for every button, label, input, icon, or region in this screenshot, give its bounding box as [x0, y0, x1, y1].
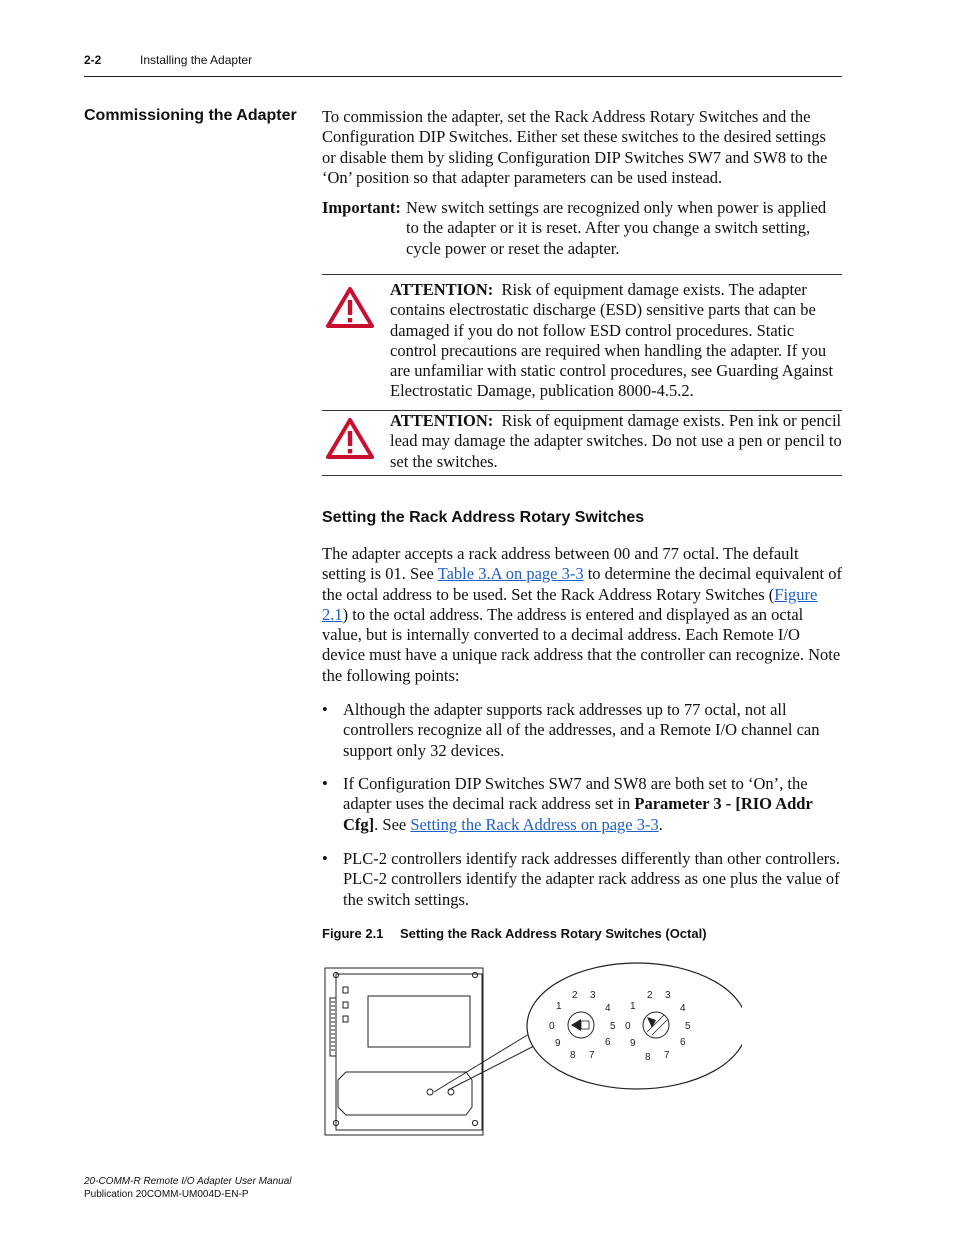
intro-paragraph: To commission the adapter, set the Rack Address Rotary Switches and the Configuration DIP Switches. Either set these switches to the desired settings or disable them by sliding Configuration DIP Switches SW7 and SW8 to the ‘On’ position so that adapter parameters can be used instead.	[322, 107, 828, 187]
bullet-dot: •	[322, 774, 328, 793]
dial-label: 8	[645, 1052, 651, 1063]
dial-label: 6	[680, 1037, 686, 1048]
page-footer	[84, 1175, 291, 1201]
bullet-dot: •	[322, 849, 328, 868]
figure-number: Figure 2.1	[322, 926, 384, 941]
page-header	[84, 52, 842, 77]
attention-2-text: Risk of equipment damage exists. Pen ink or pencil lead may damage the adapter switches. Do not use a pen or pencil to set the switches.	[390, 411, 842, 471]
para2-text-1: The adapter accepts a rack address between 00 and 77 octal. The default setting is 01. See	[322, 544, 799, 584]
manual-title: 20-COMM-R Remote I/O Adapter User Manual	[84, 1176, 292, 1187]
page-number: 2-2	[84, 53, 102, 67]
callout-line	[448, 1046, 534, 1090]
dial-label: 1	[556, 1001, 562, 1012]
bullet-3-text: PLC-2 controllers identify rack addresses differently than other controllers. PLC-2 controllers identify the adapter rack address as one plus the value of the switch settings.	[343, 849, 840, 909]
bullet-1-text: Although the adapter supports rack addresses up to 77 octal, not all controllers recognize all of the addresses, and a Remote I/O channel can support only 32 devices.	[343, 700, 820, 760]
warning-triangle-icon	[326, 417, 374, 459]
para2-text-3: ) to the octal address. The address is entered and displayed as an octal value, but is internally converted to a decimal address. Each Remote I/O device must have a unique rack address that the controller can recognize. Note the following points:	[322, 604, 841, 685]
table-3a-link[interactable]: Table 3.A on page 3-3	[437, 564, 584, 584]
attention-1-text: Risk of equipment damage exists. The adapter contains electrostatic discharge (ESD) sensitive parts that can be damaged if you do not follow ESD control procedures. Static control precautions are required when handling the adapter. If you are unfamiliar with static control procedures, see Guarding Against Electrostatic Damage, publication 8000-4.5.2.	[390, 280, 834, 401]
zoom-callout	[527, 963, 742, 1089]
warning-triangle-icon	[326, 286, 374, 328]
dial-label: 5	[685, 1021, 691, 1032]
dial-label: 6	[605, 1037, 611, 1048]
rotary-switch-figure	[322, 962, 742, 1142]
dial-label: 1	[630, 1001, 636, 1012]
dial-label: 2	[647, 990, 653, 1001]
bullet-dot: •	[322, 700, 328, 719]
setting-rack-address-link[interactable]: Setting the Rack Address on page 3-3	[410, 814, 659, 834]
figure-title: Setting the Rack Address Rotary Switches (Octal)	[400, 926, 707, 941]
dial-label: 8	[570, 1050, 576, 1061]
rotary-switch-right[interactable]	[643, 1012, 669, 1038]
bullet-2-part-1: If Configuration DIP Switches SW7 and SW8 are both set to ‘On’, the adapter uses the decimal rack address set in	[343, 774, 808, 814]
attention-box	[322, 274, 842, 476]
section-title: Commissioning the Adapter	[84, 107, 297, 124]
important-label: Important:	[322, 198, 401, 217]
dial-label: 5	[610, 1021, 616, 1032]
dial-label: 0	[549, 1021, 555, 1032]
attention-1-label: ATTENTION:	[390, 280, 494, 299]
bullet-2-text	[343, 774, 842, 835]
bullet-2-part-2: . See	[374, 814, 411, 834]
attention-2	[390, 411, 842, 472]
important-text: New switch settings are recognized only when power is applied to the adapter or it is reset. After you change a switch setting, cycle power or reset the adapter.	[406, 198, 827, 258]
adapter-board	[325, 968, 483, 1135]
rotary-switch-left[interactable]	[568, 1012, 594, 1038]
dial-label: 7	[664, 1050, 670, 1061]
section-name: Installing the Adapter	[140, 53, 253, 67]
rack-address-paragraph	[322, 544, 844, 686]
attention-2-label: ATTENTION:	[390, 411, 494, 430]
dial-label: 7	[589, 1050, 595, 1061]
dial-label: 2	[572, 990, 578, 1001]
dial-label: 4	[680, 1003, 686, 1014]
bullet-2-part-3: .	[658, 814, 663, 834]
dial-label: 3	[665, 990, 671, 1001]
parameter-reference: Parameter 3 - [RIO Addr Cfg]	[343, 794, 813, 834]
figure-2-1-link[interactable]: Figure 2.1	[322, 584, 818, 624]
dial-label: 0	[625, 1021, 631, 1032]
subsection-title: Setting the Rack Address Rotary Switches	[322, 509, 645, 526]
dial-label: 9	[555, 1038, 561, 1049]
dial-label: 9	[630, 1038, 636, 1049]
dial-label: 4	[605, 1003, 611, 1014]
para2-text-2: to determine the decimal equivalent of the octal address to be used. Set the Rack Address Rotary Switches (	[322, 564, 842, 604]
attention-1	[390, 280, 842, 402]
publication-number: Publication 20COMM-UM004D-EN-P	[84, 1189, 249, 1200]
dial-label: 3	[590, 990, 596, 1001]
